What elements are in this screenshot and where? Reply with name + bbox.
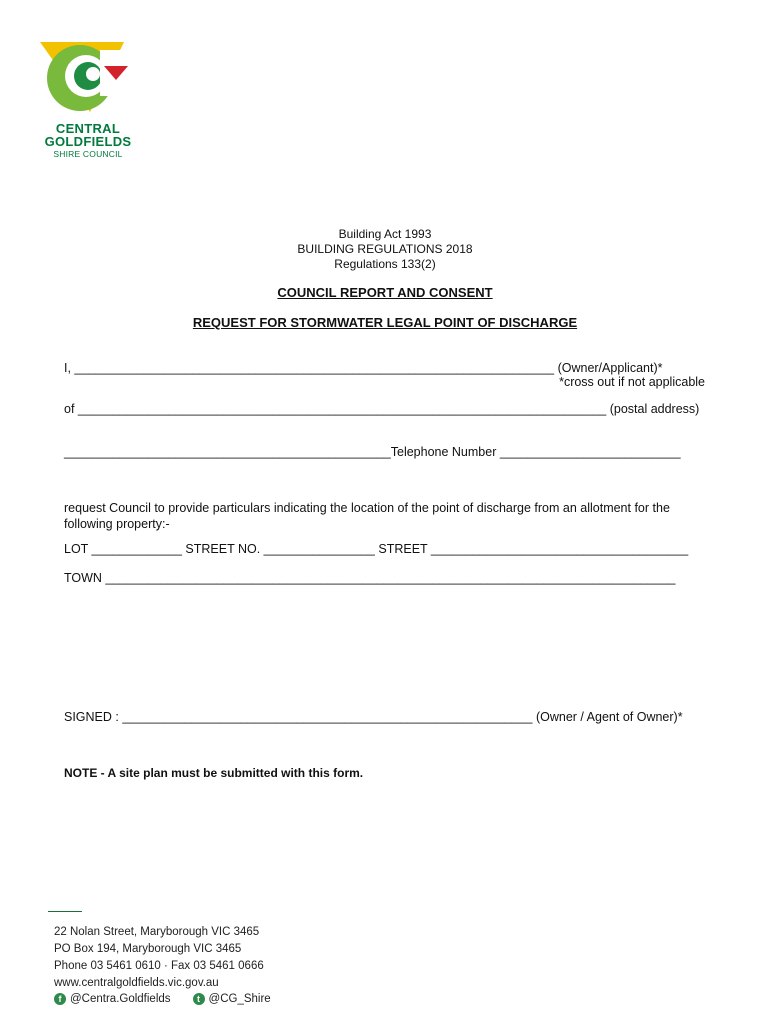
footer-divider xyxy=(48,911,82,912)
site-plan-note: NOTE - A site plan must be submitted with this form. xyxy=(64,766,364,780)
footer-website[interactable]: www.centralgoldfields.vic.gov.au xyxy=(54,977,219,989)
form-title: COUNCIL REPORT AND CONSENT xyxy=(277,285,493,300)
logo-line-goldfields: GOLDFIELDS xyxy=(44,134,132,149)
cross-out-note: *cross out if not applicable xyxy=(559,375,705,389)
postal-address-field[interactable]: of ____________________________________________________________________________ (postal address) xyxy=(64,402,700,416)
twitter-handle[interactable]: @CG_Shire xyxy=(208,993,271,1005)
town-field[interactable]: TOWN __________________________________________________________________________________ xyxy=(64,571,676,585)
regulation-number: Regulations 133(2) xyxy=(334,257,436,271)
request-statement: request Council to provide particulars indicating the location of the point of discharge from an allotment for the following property:- xyxy=(64,501,670,531)
form-subtitle: REQUEST FOR STORMWATER LEGAL POINT OF DISCHARGE xyxy=(192,315,578,330)
logo-line-central: CENTRAL xyxy=(55,121,121,136)
twitter-icon: t xyxy=(193,993,205,1005)
property-lot-street-field[interactable]: LOT _____________ STREET NO. ________________ STREET _____________________________________ xyxy=(64,542,689,556)
logo-wordmark xyxy=(32,122,144,160)
logo-line-shire-council: SHIRE COUNCIL xyxy=(53,149,123,159)
regulations-reference: BUILDING REGULATIONS 2018 xyxy=(297,242,473,256)
footer-phone-fax: Phone 03 5461 0610 · Fax 03 5461 0666 xyxy=(54,960,264,972)
footer-social xyxy=(54,993,271,1005)
signature-field[interactable]: SIGNED : ___________________________________________________________ (Owner / Agent of Owner)* xyxy=(64,710,683,724)
footer-po-box: PO Box 194, Maryborough VIC 3465 xyxy=(54,943,242,955)
act-reference: Building Act 1993 xyxy=(338,227,432,241)
owner-applicant-field[interactable]: I, _____________________________________________________________________ (Owner/Applicant)* xyxy=(64,361,663,375)
footer-street-address: 22 Nolan Street, Maryborough VIC 3465 xyxy=(54,926,260,938)
facebook-handle[interactable]: @Centra.Goldfields xyxy=(70,993,171,1005)
telephone-field[interactable]: _______________________________________________Telephone Number __________________________ xyxy=(64,445,681,459)
facebook-icon: f xyxy=(54,993,66,1005)
